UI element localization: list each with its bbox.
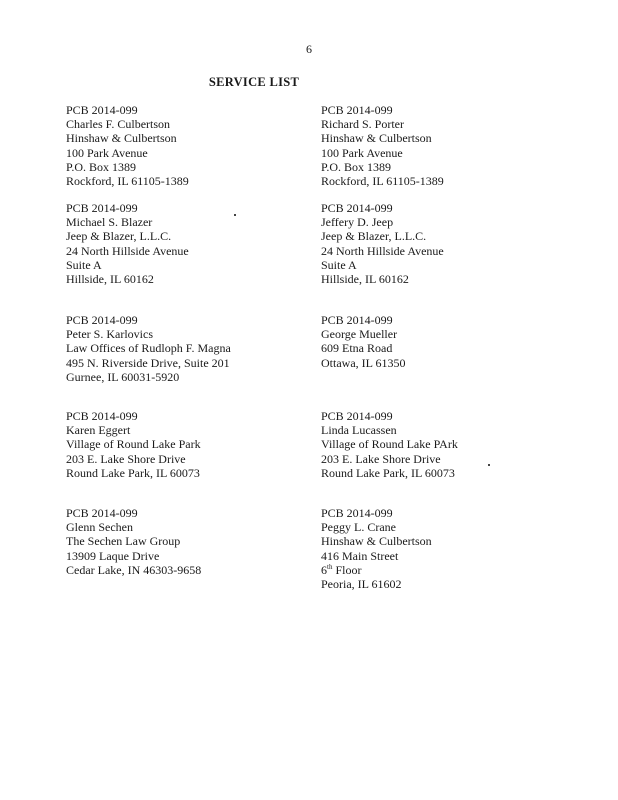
recipient-name: Charles F. Culbertson <box>66 117 171 132</box>
case-number: PCB 2014-099 <box>66 201 138 215</box>
scan-speck <box>234 214 236 216</box>
firm-name: Jeep & Blazer, L.L.C. <box>66 229 172 244</box>
recipient-name: George Mueller <box>321 327 398 342</box>
address-line: 203 E. Lake Shore Drive <box>321 451 441 466</box>
city-state-zip: Rockford, IL 61105-1389 <box>321 174 444 189</box>
organization-name: Village of Round Lake Park <box>66 437 201 452</box>
firm-name: Hinshaw & Culbertson <box>66 131 177 146</box>
service-entry-mueller <box>321 313 406 370</box>
address-line: 416 Main Street <box>321 548 399 563</box>
city-state-zip: Peoria, IL 61602 <box>321 577 402 592</box>
address-line: 13909 Laque Drive <box>66 548 160 563</box>
case-number: PCB 2014-099 <box>321 409 393 423</box>
scan-speck <box>488 464 490 466</box>
case-number: PCB 2014-099 <box>66 506 138 520</box>
firm-name: Law Offices of Rudloph F. Magna <box>66 341 231 356</box>
recipient-name: Linda Lucassen <box>321 423 397 438</box>
city-state-zip: Rockford, IL 61105-1389 <box>66 174 189 189</box>
address-floor <box>321 563 432 577</box>
address-line: 100 Park Avenue <box>66 145 148 160</box>
case-number: PCB 2014-099 <box>66 313 138 327</box>
service-entry-lucassen <box>321 409 458 480</box>
service-entry-sechen <box>66 506 201 577</box>
service-entry-culbertson <box>66 103 189 188</box>
service-entry-eggert <box>66 409 201 480</box>
page-title: SERVICE LIST <box>208 75 300 89</box>
address-line: 24 North Hillside Avenue <box>321 243 444 258</box>
address-line: 24 North Hillside Avenue <box>66 243 189 258</box>
city-state-zip: Ottawa, IL 61350 <box>321 355 406 370</box>
firm-name: The Sechen Law Group <box>66 534 181 549</box>
service-entry-crane <box>321 506 432 591</box>
firm-name: Hinshaw & Culbertson <box>321 131 432 146</box>
case-number: PCB 2014-099 <box>321 506 393 520</box>
recipient-name: Peter S. Karlovics <box>66 327 153 342</box>
service-entry-jeep <box>321 201 444 286</box>
service-entry-karlovics <box>66 313 231 384</box>
recipient-name: Jeffery D. Jeep <box>321 215 394 230</box>
firm-name: Hinshaw & Culbertson <box>321 534 432 549</box>
floor-number: 6 <box>321 562 327 577</box>
case-number: PCB 2014-099 <box>66 409 138 423</box>
city-state-zip: Round Lake Park, IL 60073 <box>66 465 200 480</box>
address-line: 495 N. Riverside Drive, Suite 201 <box>66 355 230 370</box>
recipient-name: Glenn Sechen <box>66 520 133 535</box>
city-state-zip: Cedar Lake, IN 46303-9658 <box>66 562 202 577</box>
address-line: P.O. Box 1389 <box>321 159 392 174</box>
address-line: P.O. Box 1389 <box>66 159 137 174</box>
organization-name: Village of Round Lake PArk <box>321 437 458 452</box>
case-number: PCB 2014-099 <box>321 103 393 117</box>
page-number: 6 <box>306 42 312 56</box>
city-state-zip: Hillside, IL 60162 <box>66 272 154 287</box>
service-entry-blazer <box>66 201 189 286</box>
address-line: 203 E. Lake Shore Drive <box>66 451 186 466</box>
recipient-name: Peggy L. Crane <box>321 520 396 535</box>
recipient-name: Karen Eggert <box>66 423 131 438</box>
recipient-name: Richard S. Porter <box>321 117 404 132</box>
city-state-zip: Gurnee, IL 60031-5920 <box>66 369 180 384</box>
case-number: PCB 2014-099 <box>321 313 393 327</box>
address-line: Suite A <box>321 257 357 272</box>
floor-word: Floor <box>332 562 362 577</box>
city-state-zip: Round Lake Park, IL 60073 <box>321 465 455 480</box>
address-line: 100 Park Avenue <box>321 145 403 160</box>
case-number: PCB 2014-099 <box>321 201 393 215</box>
address-line: Suite A <box>66 257 102 272</box>
case-number: PCB 2014-099 <box>66 103 138 117</box>
recipient-name: Michael S. Blazer <box>66 215 153 230</box>
city-state-zip: Hillside, IL 60162 <box>321 272 409 287</box>
address-line: 609 Etna Road <box>321 341 393 356</box>
floor-ordinal-suffix: th <box>327 562 333 571</box>
firm-name: Jeep & Blazer, L.L.C. <box>321 229 427 244</box>
service-entry-porter <box>321 103 444 188</box>
